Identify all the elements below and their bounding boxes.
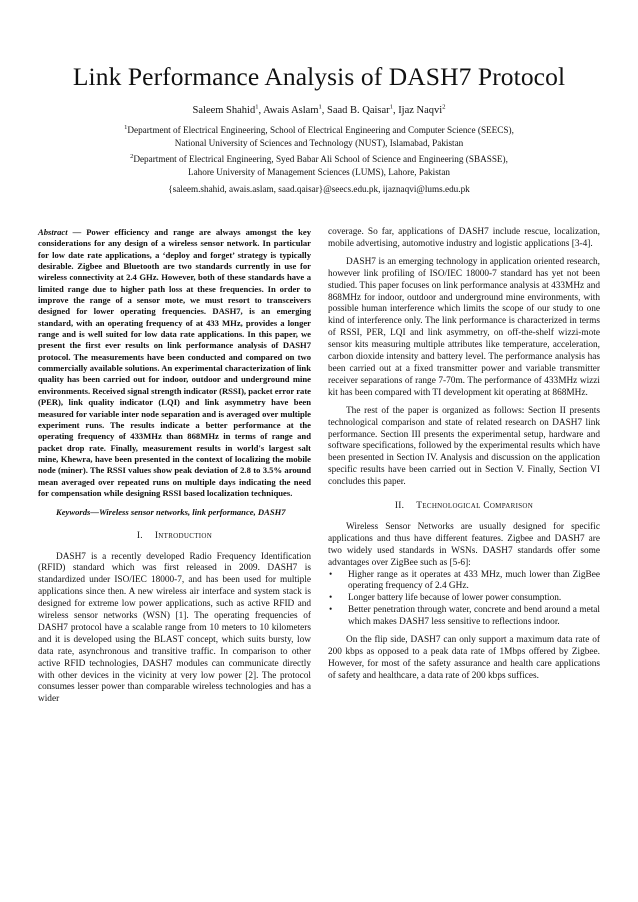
list-item bbox=[328, 605, 600, 629]
list-item bbox=[328, 593, 600, 605]
comparison-paragraph-2: On the flip side, DASH7 can only support a maximum data rate of 200 kbps as opposed to a peak data rate of 1Mbps offered by Zigbee. However, for most of the safety assurance and health care applications of safety and healthcare, a data rate of 200 kbps suffices. bbox=[328, 635, 600, 681]
section-title: Technological Comparison bbox=[416, 501, 534, 512]
abstract-dash: — bbox=[67, 227, 87, 237]
list-item-text: Longer battery life because of lower power consumption. bbox=[348, 593, 562, 604]
affiliation-line: Lahore University of Management Sciences (LUMS), Lahore, Pakistan bbox=[187, 166, 451, 177]
affiliation-line: Department of Electrical Engineering, Syed Babar Ali School of Science and Engineering (SBASSE), bbox=[133, 154, 508, 164]
author-list: Saleem Shahid$^1$, Awais Aslam$^1$, Saad B. Qaisar$^1$, Ijaz Naqvi$^2$ bbox=[192, 103, 446, 116]
author-sup: 1 bbox=[318, 103, 322, 111]
author-name: Awais Aslam bbox=[263, 105, 319, 116]
paper-title: Link Performance Analysis of DASH7 Protocol bbox=[72, 62, 566, 91]
left-column bbox=[38, 227, 311, 706]
bullet-icon: • bbox=[329, 569, 333, 580]
bullet-icon: • bbox=[329, 593, 333, 604]
list-item bbox=[328, 570, 600, 594]
abstract bbox=[38, 227, 311, 499]
keywords: Keywords—Wireless sensor networks, link performance, DASH7 bbox=[56, 507, 286, 518]
advantages-list bbox=[328, 570, 600, 630]
author-sup: 1 bbox=[255, 103, 259, 111]
abstract-text: Power efficiency and range are always amongst the key considerations for any design of a wireless sensor network. In particular for low date rate applications, a ‘deploy and forget’ strategy is typically desirable. Zigbee and Bluetooth are two standards currently in use for wireless connectivity at 2.4 GHz. However, both of these standards have a limited range due to higher path loss at these frequencies. In order to improve the range of a sensor mote, we must resort to transceivers designed for lower operating frequencies. DASH7, is an emerging standard, with an operating frequency of at 433 MHz, provides a longer range and is well suited for low data rate applications. In this paper, we present the first ever results on link performance analysis of DASH7 protocol. The measurements have been conducted and compared on two commercially available solutions. An experimental characterization of link quality has been carried out for indoor, outdoor and underground mine environments. Received signal strength indicator (RSSI), packet error rate (PER), link quality indicator (LQI) and link asymmetry have been measured for variable inter node separation and is averaged over multiple experiment runs. The results indicate a better performance at the operating frequency of 433MHz than 868MHz in terms of range and packet drop rate. Finally, measurement results in world's largest salt mine, Khewra, have been presented in the context of localizing the mobile node (miner). The RSSI values show peak deviation of 2.8 to 3.5% around mean averaged over repeated runs on multiple days indicating the need for compensation while designing RSSI based localization techniques. bbox=[38, 227, 311, 498]
intro-paragraph-1: DASH7 is a recently developed Radio Frequency Identification (RFID) standard which was first released in 2009. DASH7 is standardized under ISO/IEC 18000-7, and has been used for multiple applications since then. A new wireless air interface and system stack is designed for extreme low power applications, such as active RFID and wireless sensor networks (WSN) [1]. The operating frequencies of DASH7 protocol have a scalable range from 10 meters to 10 kilometers and it is developed using the BLAST concept, which suits bursty, low data rate, asynchronous and transitive traffic. In comparison to other active RFID technologies, DASH7 modules can communicate directly with other devices in the vicinity at very low power [2]. The protocol consumes lesser power than comparable wireless technologies and has a wider bbox=[38, 551, 311, 705]
affiliation-line: National University of Sciences and Technology (NUST), Islamabad, Pakistan bbox=[174, 137, 464, 148]
author-sup: 1 bbox=[389, 103, 393, 111]
author-name: Saleem Shahid bbox=[192, 105, 256, 116]
right-column bbox=[328, 227, 600, 683]
author-sup: 2 bbox=[442, 103, 446, 111]
author-name: Saad B. Qaisar bbox=[326, 105, 390, 116]
section-heading-introduction bbox=[38, 531, 311, 543]
section-number: I. bbox=[136, 530, 143, 541]
section-number: II. bbox=[394, 501, 405, 512]
intro-paragraph-2: DASH7 is an emerging technology in application oriented research, however link profiling of ISO/IEC 18000-7 standard has yet not been studied. This paper focuses on link performance analysis at 433MHz and 868MHz for indoor, outdoor and underground mine environments, with possible human interference which limits the scope of our study to one kind of interference only. The link performance is characterized in terms of RSSI, PER, LQI and link asymmetry, on off-the-shelf wizzi-mote sensor kits measuring multiple attributes like temperature, acceleration, carbon dioxide intensity and battery level. The performance analysis has been carried out at a fixed transmitter power and variable transmitter receiver separations of range 7-70m. The performance of 433MHz wizzi kit has been compared with TI development kit operating at 868MHz. bbox=[328, 256, 600, 398]
affiliation-sup: 1 bbox=[124, 123, 128, 131]
list-item-text: Higher range as it operates at 433 MHz, much lower than ZigBee operating frequency of 2.4 GHz. bbox=[348, 569, 600, 592]
section-title: Introduction bbox=[154, 530, 213, 541]
section-heading-technological-comparison bbox=[328, 501, 600, 513]
affiliation-1 bbox=[0, 124, 638, 149]
comparison-paragraph-1: Wireless Sensor Networks are usually designed for specific applications and thus have different features. Zigbee and DASH7 are two widely used standards in WSNs. DASH7 standards offer some advantages over ZigBee such as [5-6]: bbox=[328, 521, 600, 568]
bullet-icon: • bbox=[329, 605, 333, 616]
intro-paragraph-3: The rest of the paper is organized as follows: Section II presents technological comparison and state of related research on DASH7 link performance. Section III presents the experimental setup, hardware and software specifications, followed by the experimental results which have been presented in Section IV. Analysis and discussion on the application specific results have been carried out in Section V. Finally, Section VI concludes this paper. bbox=[328, 405, 600, 488]
author-emails: {saleem.shahid, awais.aslam, saad.qaisar}@seecs.edu.pk, ijaznaqvi@lums.edu.pk bbox=[168, 184, 470, 194]
list-item-text: Better penetration through water, concrete and bend around a metal which makes DASH7 less sensitive to reflections indoor. bbox=[348, 605, 600, 628]
abstract-label: Abstract bbox=[38, 227, 68, 237]
affiliation-line: Department of Electrical Engineering, School of Electrical Engineering and Computer Science (SEECS), bbox=[127, 125, 514, 135]
affiliation-sup: 2 bbox=[130, 152, 134, 160]
affiliation-2 bbox=[0, 153, 638, 178]
author-name: Ijaz Naqvi bbox=[398, 105, 443, 116]
intro-paragraph-1-continued: coverage. So far, applications of DASH7 include rescue, localization, mobile advertising, automotive industry and logistic applications [3-4]. bbox=[328, 227, 600, 249]
